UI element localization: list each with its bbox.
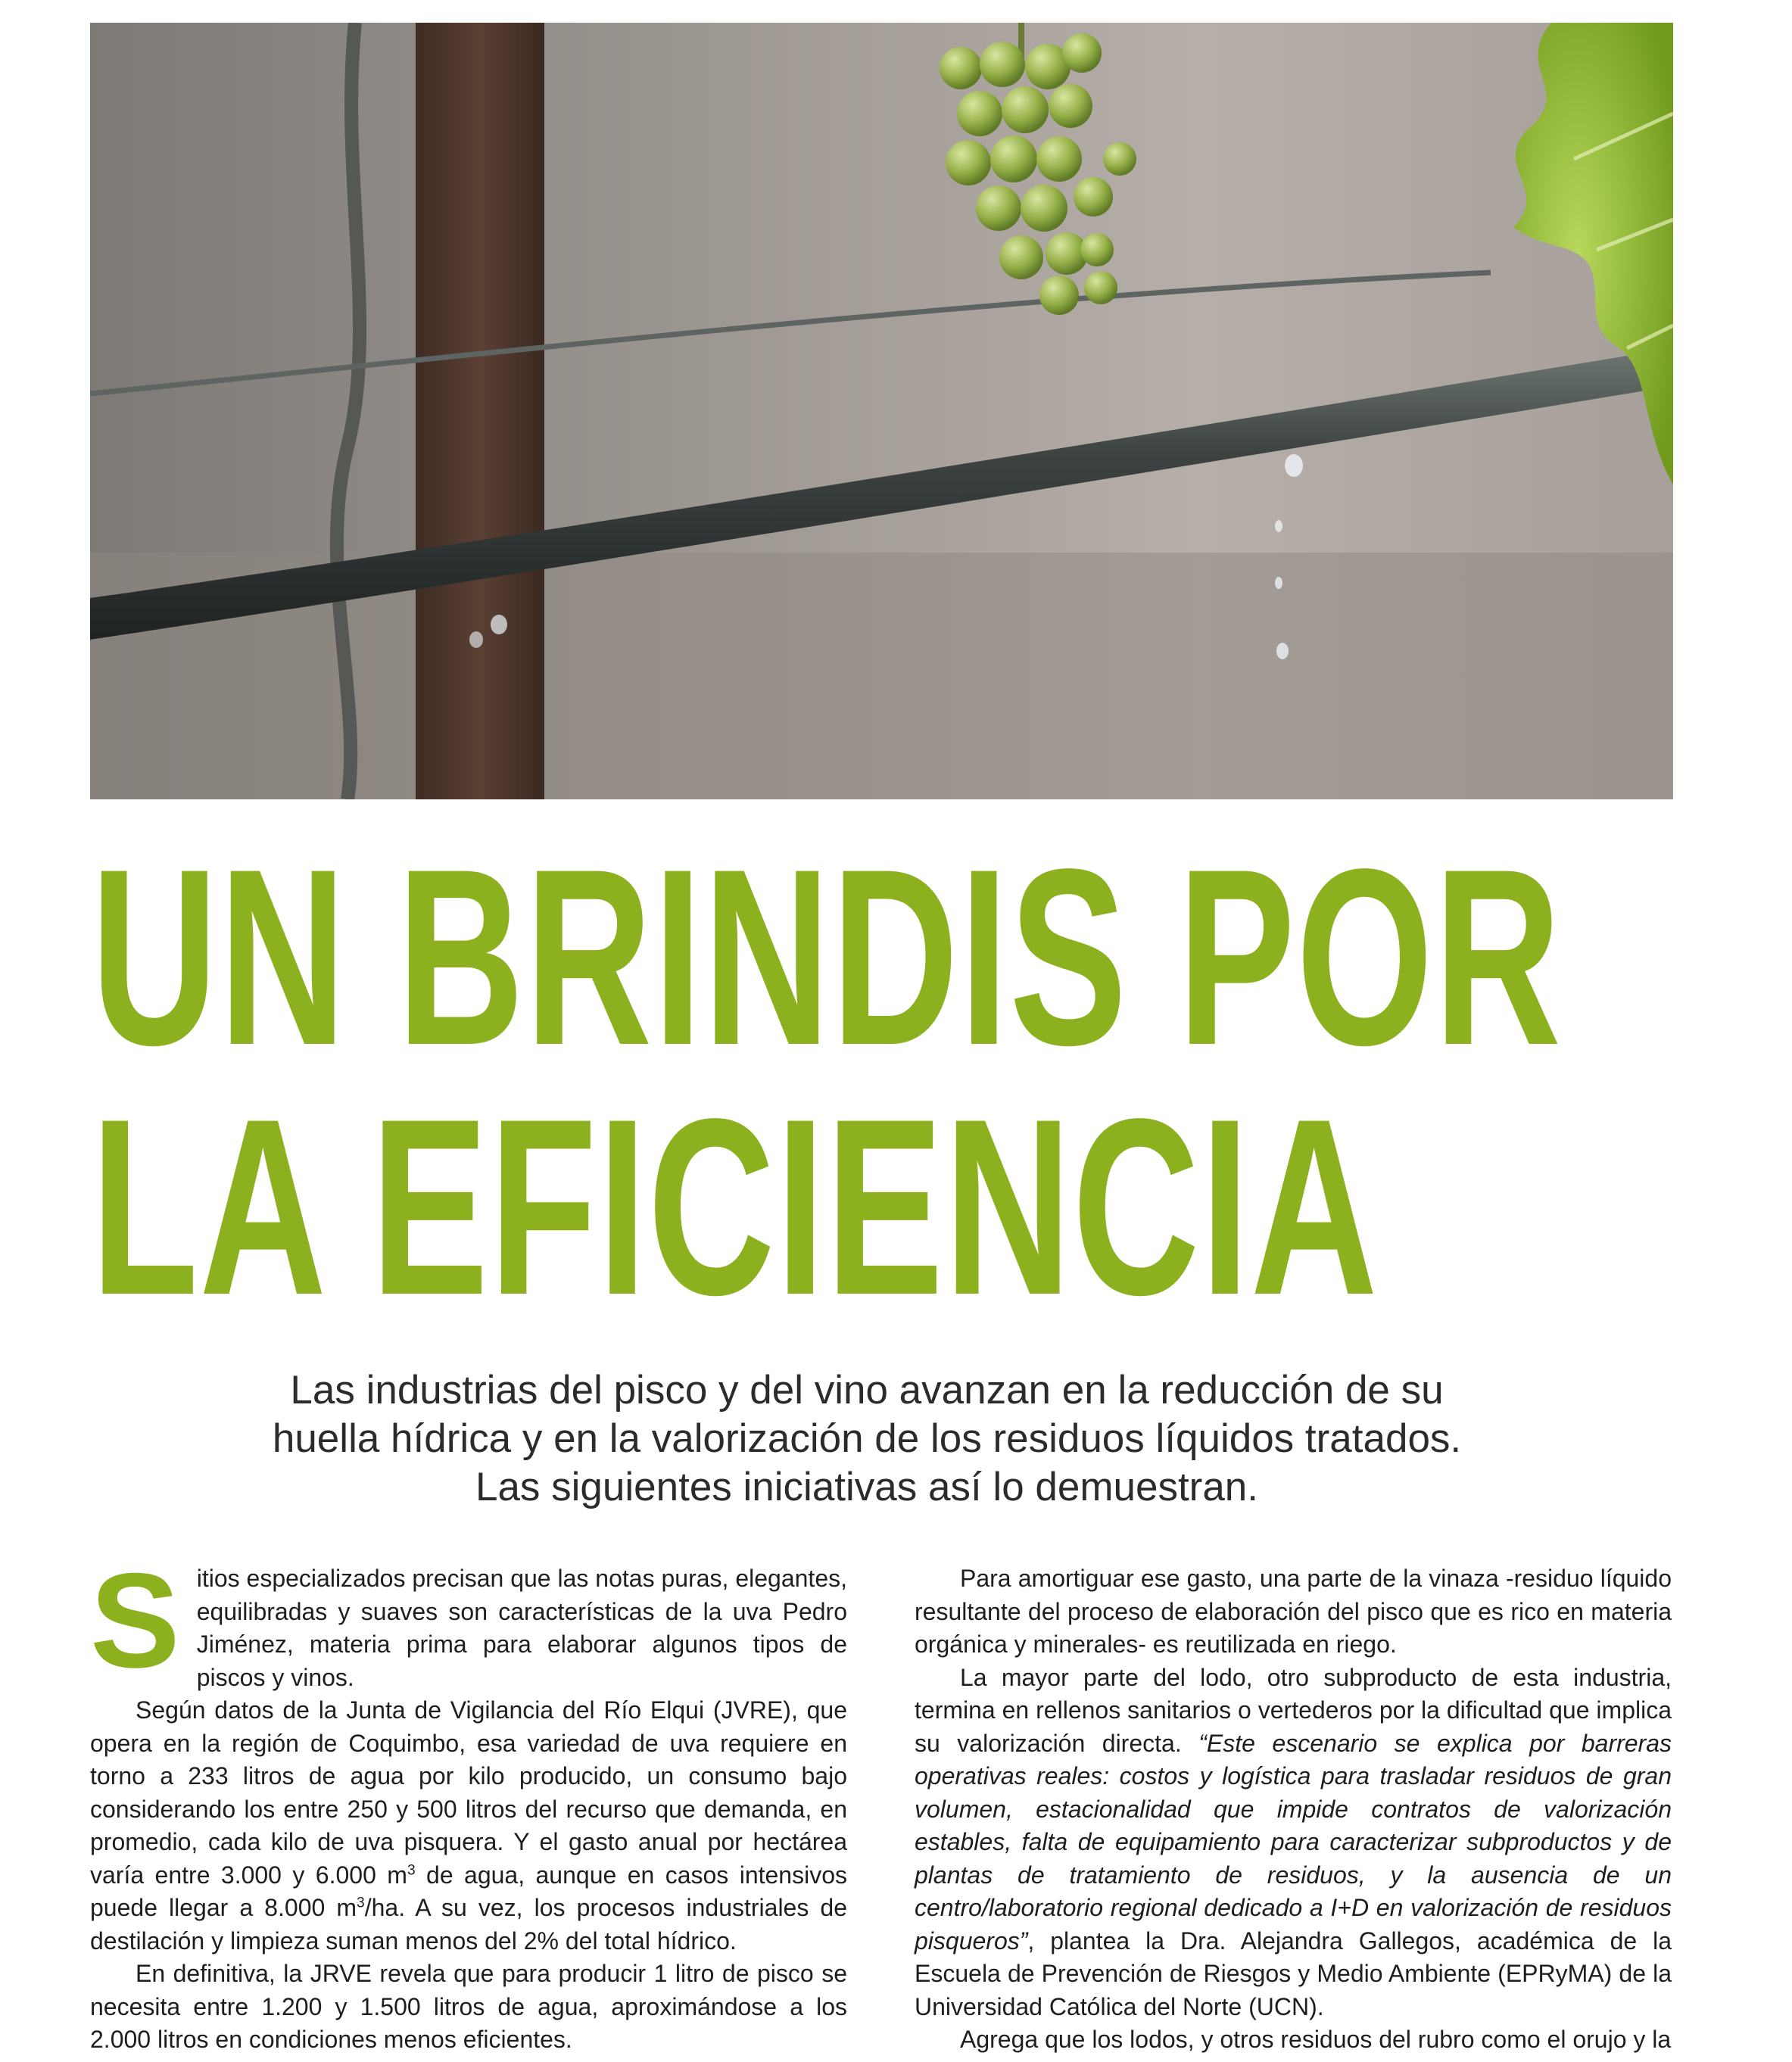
article-title: [91, 817, 1703, 1347]
paragraph-text: /ha. A su vez, los procesos industriales de destilación y limpieza suman menos del 2% del total hídrico.: [90, 1894, 848, 1955]
body-column-right: [915, 1562, 1672, 2057]
paragraph-text: itios especializados precisan que las notas puras, elegantes, equilibradas y suaves son características de la uva Pedro Jiménez, materia prima para elaborar algunos tipos de piscos y vinos.: [196, 1565, 847, 1691]
paragraph: Agrega que los lodos, y otros residuos del rubro como el orujo y la: [960, 2026, 1672, 2053]
paragraph: En definitiva, la JRVE revela que para producir 1 litro de pisco se necesita entre 1.200 y 1.500 litros de agua, aproximándose a los 2.000 litros en condiciones menos eficientes.: [90, 1960, 847, 2053]
dropcap: S: [90, 1545, 180, 1696]
paragraph: Para amortiguar ese gasto, una parte de la vinaza -residuo líquido resultante del proceso de elaboración del pisco que es rico en materia orgánica y minerales- es reutilizada en riego.: [915, 1565, 1672, 1658]
title-line-2: LA EFICIENCIA: [91, 1067, 1379, 1347]
hero-photo-illustration: [90, 23, 1673, 799]
body-column-left: [90, 1545, 848, 2057]
paragraph-text: La mayor parte del lodo, otro subproducto de esta industria, termina en rellenos sanitarios o vertederos por la dificultad que implica su valorización directa.: [915, 1663, 1672, 1757]
paragraph-text: Según datos de la Junta de Vigilancia del Río Elqui (JVRE), que opera en la región de Coquimbo, esa variedad de uva requiere en torno a 233 litros de agua por kilo producido, un consumo bajo considerando los entre 250 y 500 litros del recurso que demanda, en promedio, cada kilo de uva pisquera. Y el gasto anual por hectárea varía entre 3.000 y 6.000 m: [90, 1696, 847, 1889]
paragraph: [915, 1662, 1672, 2024]
superscript: 3: [407, 1861, 416, 1878]
paragraph-text: , plantea la Dra. Alejandra Gallegos, académica de la Escuela de Prevención de Riesgos y Medio Ambiente (EPRyMA) de la Universidad Católica del Norte (UCN).: [915, 1927, 1672, 2020]
paragraph-text: de agua, aunque en casos intensivos puede llegar a 8.000 m: [90, 1861, 848, 1921]
hero-photo-vineyard-drip-irrigation: [90, 23, 1673, 799]
paragraph: [90, 1545, 847, 1696]
title-line-1: UN BRINDIS POR: [91, 817, 1563, 1098]
superscript: 3: [357, 1895, 365, 1911]
article-deck: Las industrias del pisco y del vino avanzan en la reducción de su huella hídrica y en la valorización de los residuos líquidos tratados. Las siguientes iniciativas así lo demuestran.: [272, 1368, 1462, 1509]
paragraph: [90, 1694, 847, 1958]
quote: “Este escenario se explica por barreras operativas reales: costos y logística para trasladar residuos de gran volumen, estacionalidad que impide contratos de valorización estables, falta de equipamiento para caracterizar subproductos y de plantas de tratamiento de residuos, y la ausencia de un centro/laboratorio regional dedicado a I+D en valorización de residuos pisqueros”: [915, 1729, 1672, 1955]
